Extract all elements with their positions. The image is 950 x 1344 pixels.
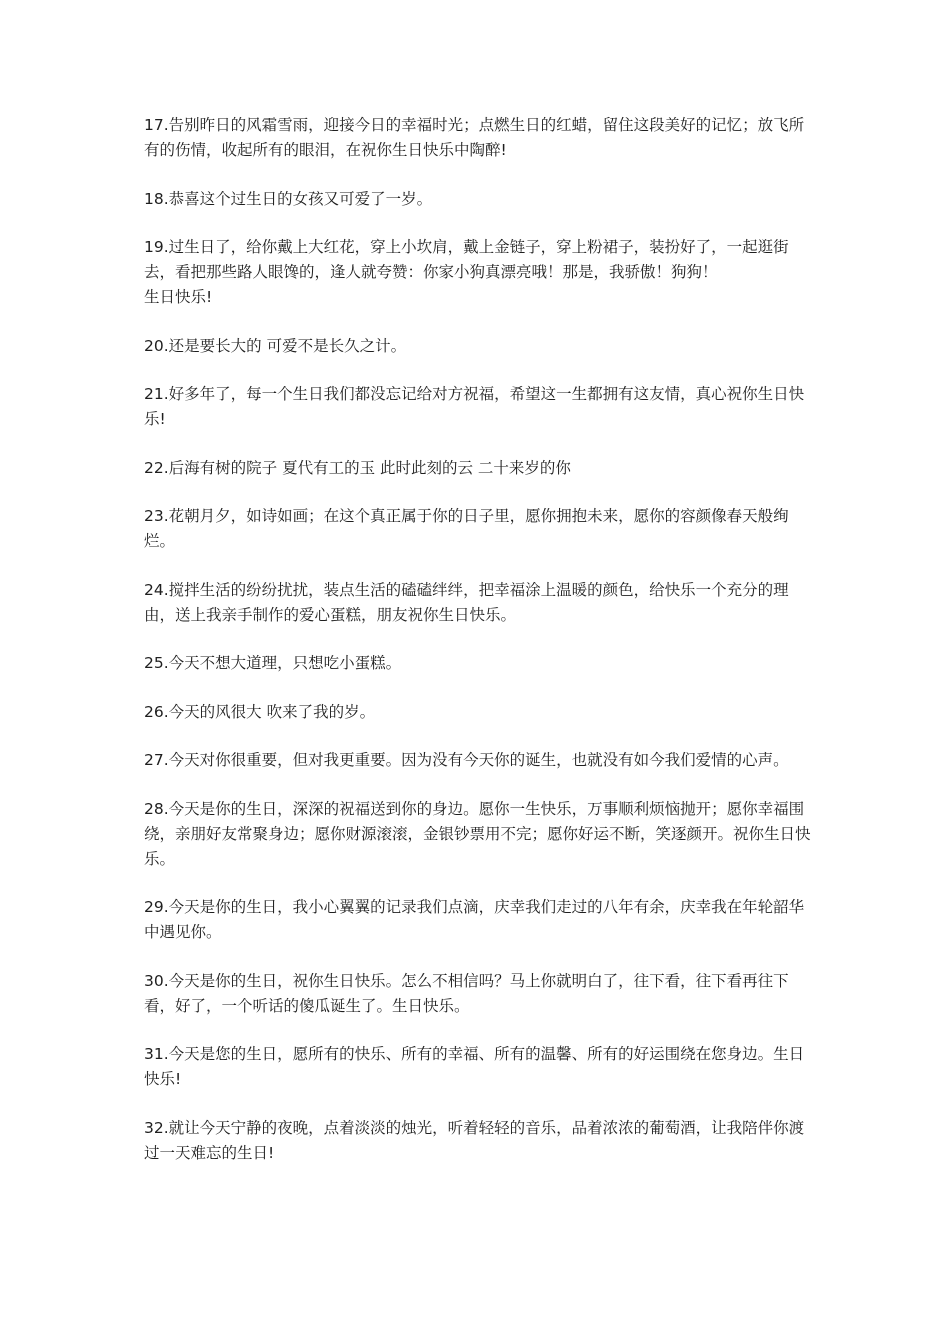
paragraph-20: 20.还是要长大的 可爱不是长久之计。 bbox=[144, 336, 407, 355]
paragraph-21: 21.好多年了，每一个生日我们都没忘记给对方祝福，希望这一生都拥有这友情，真心祝你生日快乐! bbox=[144, 385, 805, 428]
paragraph-23: 23.花朝月夕，如诗如画；在这个真正属于你的日子里，愿你拥抱未来，愿你的容颜像春天般绚烂。 bbox=[144, 507, 789, 550]
paragraph-25: 25.今天不想大道理，只想吃小蛋糕。 bbox=[144, 654, 402, 672]
paragraph-18: 18.恭喜这个过生日的女孩又可爱了一岁。 bbox=[144, 189, 433, 208]
paragraph-26: 26.今天的风很大 吹来了我的岁。 bbox=[144, 702, 376, 721]
paragraph-22: 22.后海有树的院子 夏代有工的玉 此时此刻的云 二十来岁的你 bbox=[144, 458, 571, 477]
paragraph-29: 29.今天是你的生日，我小心翼翼的记录我们点滴，庆幸我们走过的八年有余，庆幸我在年轮韶华中遇见你。 bbox=[144, 898, 805, 941]
paragraph-27: 27.今天对你很重要，但对我更重要。因为没有今天你的诞生，也就没有如今我们爱情的心声。 bbox=[144, 751, 789, 769]
paragraph-32: 32.就让今天宁静的夜晚，点着淡淡的烛光，听着轻轻的音乐，品着浓浓的葡萄酒，让我陪伴你渡过一天难忘的生日! bbox=[144, 1118, 805, 1162]
paragraph-31: 31.今天是您的生日，愿所有的快乐、所有的幸福、所有的温馨、所有的好运围绕在您身边。生日快乐! bbox=[144, 1045, 805, 1088]
document-body bbox=[144, 113, 816, 1189]
paragraph-30: 30.今天是你的生日，祝你生日快乐。怎么不相信吗？马上你就明白了，往下看，往下看再往下看，好了，一个听话的傻瓜诞生了。生日快乐。 bbox=[144, 971, 789, 1015]
paragraph-24: 24.搅拌生活的纷纷扰扰，装点生活的磕磕绊绊，把幸福涂上温暖的颜色，给快乐一个充分的理由，送上我亲手制作的爱心蛋糕，朋友祝你生日快乐。 bbox=[144, 580, 789, 624]
paragraph-17: 17.告别昨日的风霜雪雨，迎接今日的幸福时光；点燃生日的红蜡，留住这段美好的记忆；放飞所有的伤情，收起所有的眼泪，在祝你生日快乐中陶醉! bbox=[144, 116, 805, 159]
paragraph-19: 19.过生日了，给你戴上大红花，穿上小坎肩，戴上金链子，穿上粉裙子，装扮好了，一起逛街去，看把那些路人眼馋的，逢人就夸赞：你家小狗真漂亮哦！那是，我骄傲！狗狗！ 生日快乐! bbox=[144, 238, 789, 306]
paragraph-28: 28.今天是你的生日，深深的祝福送到你的身边。愿你一生快乐，万事顺利烦恼抛开；愿你幸福围绕，亲朋好友常聚身边；愿你财源滚滚，金银钞票用不完；愿你好运不断，笑逐颜开。祝你生日快乐。 bbox=[144, 799, 811, 868]
